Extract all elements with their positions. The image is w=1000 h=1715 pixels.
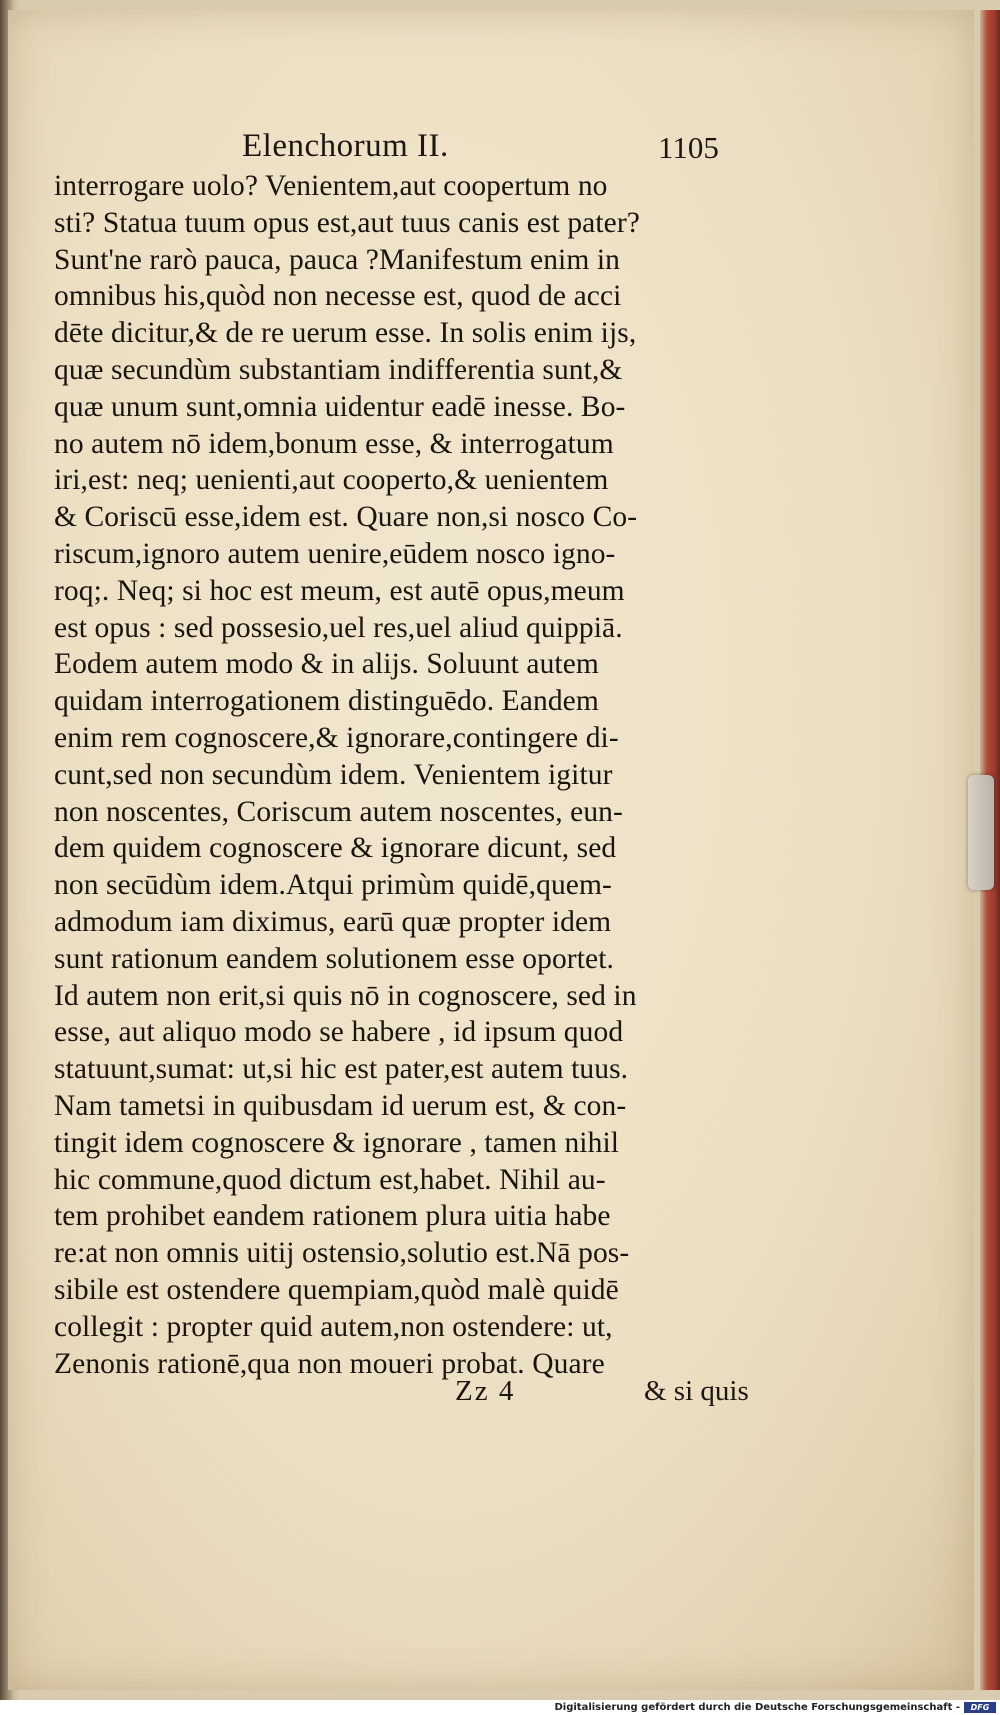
catchword: & si quis (644, 1375, 749, 1407)
text-line: collegit : propter quid autem,non ostendere: ut, (54, 1310, 613, 1343)
text-line: enim rem cognoscere,& ignorare,contingere di- (54, 721, 619, 754)
text-line: non noscentes, Coriscum autem noscentes, eun- (54, 795, 623, 828)
text-line: roq;. Neq; si hoc est meum, est autē opus,meum (54, 574, 625, 607)
text-line: Zenonis rationē,qua non moueri probat. Quare (54, 1347, 605, 1380)
text-line: Eodem autem modo & in alijs. Soluunt autem (54, 648, 599, 681)
text-line: sti? Statua tuum opus est,aut tuus canis est pater? (54, 206, 640, 239)
text-line: re:at non omnis uitij ostensio,solutio est.Nā pos- (54, 1237, 630, 1270)
running-head: Elenchorum II. (242, 128, 449, 164)
dfg-logo-icon: DFG (964, 1702, 996, 1713)
text-line: Sunt'ne rarò pauca, pauca ?Manifestum enim in (54, 243, 621, 276)
text-line: dem quidem cognoscere & ignorare dicunt, sed (54, 832, 617, 865)
text-line: interrogare uolo? Venientem,aut coopertum no (54, 170, 608, 202)
text-line: quidam interrogationem distinguēdo. Eandem (54, 685, 599, 718)
text-line: tem prohibet eandem rationem plura uitia habe (54, 1200, 611, 1233)
text-line: iri,est: neq; uenienti,aut cooperto,& uenientem (54, 464, 609, 497)
funding-credit: Digitalisierung gefördert durch die Deutsche Forschungsgemeinschaft - (554, 1702, 960, 1713)
book-page (8, 10, 974, 1690)
signature-mark: Zz 4 (455, 1375, 516, 1407)
text-line: non secūdùm idem.Atqui primùm quidē,quem- (54, 869, 612, 902)
text-line: & Coriscū esse,idem est. Quare non,si nosco Co- (54, 501, 638, 534)
text-line: dēte dicitur,& de re uerum esse. In solis enim ijs, (54, 317, 637, 350)
page-number: 1105 (658, 130, 719, 165)
text-line: quæ unum sunt,omnia uidentur eadē inesse. Bo- (54, 390, 626, 423)
text-line: statuunt,sumat: ut,si hic est pater,est autem tuus. (54, 1053, 629, 1086)
text-line: est opus : sed possesio,uel res,uel aliud quippiā. (54, 611, 623, 644)
bookmark-tab (968, 775, 994, 890)
text-line: hic commune,quod dictum est,habet. Nihil au- (54, 1163, 606, 1196)
body-text (54, 168, 754, 1382)
text-line: Nam tametsi in quibusdam id uerum est, & con- (54, 1089, 627, 1122)
text-line: sibile est ostendere quempiam,quòd malè quidē (54, 1273, 619, 1306)
text-line: cunt,sed non secundùm idem. Venientem igitur (54, 758, 613, 791)
text-line: tingit idem cognoscere & ignorare , tamen nihil (54, 1126, 620, 1159)
text-line: no autem nō idem,bonum esse, & interrogatum (54, 427, 614, 460)
text-line: Id autem non erit,si quis nō in cognoscere, sed in (54, 979, 637, 1012)
text-line: omnibus his,quòd non necesse est, quod de acci (54, 280, 622, 313)
text-line: admodum iam diximus, earū quæ propter idem (54, 905, 612, 938)
text-line: quæ secundùm substantiam indifferentia sunt,& (54, 353, 623, 386)
credit-bar (0, 1700, 1000, 1715)
text-line: riscum,ignoro autem uenire,eūdem nosco igno- (54, 537, 616, 570)
page-footer (8, 1375, 974, 1415)
text-line: sunt rationum eandem solutionem esse oportet. (54, 942, 614, 975)
text-line: esse, aut aliquo modo se habere , id ipsum quod (54, 1016, 624, 1049)
